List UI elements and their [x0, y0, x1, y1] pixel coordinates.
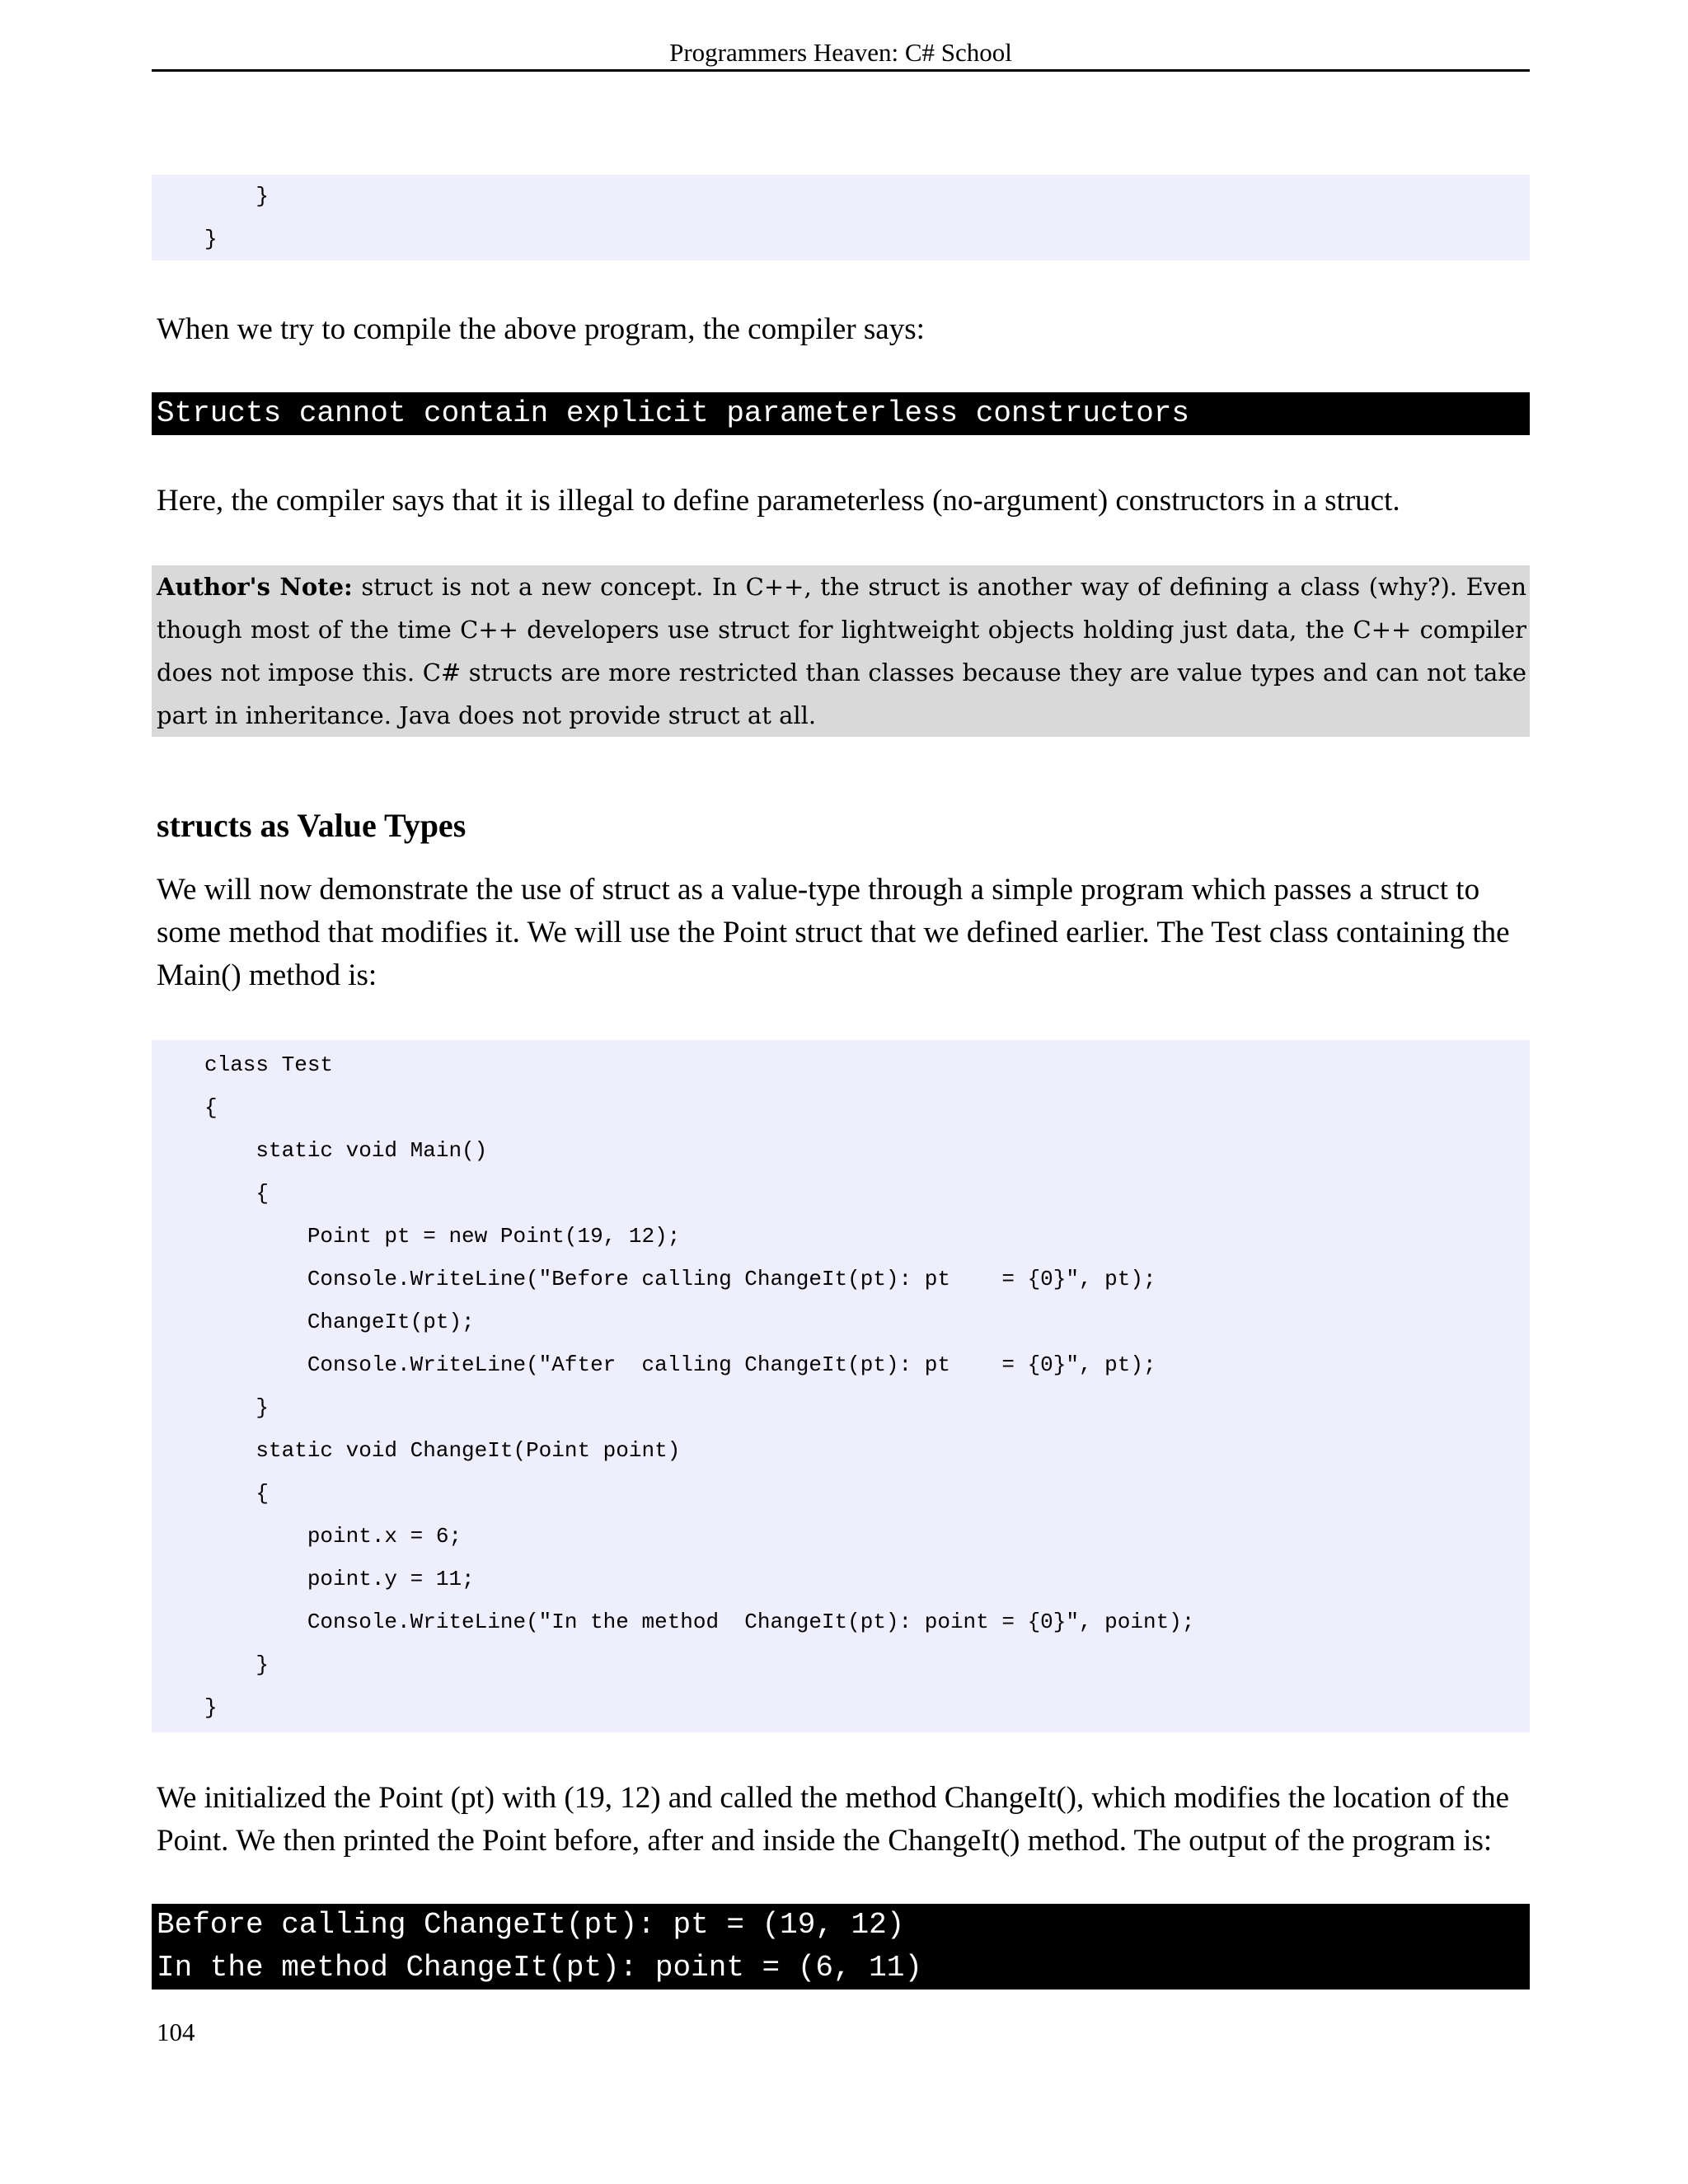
code-line: Console.WriteLine("In the method ChangeIt(pt): point = {0}", point); — [204, 1610, 1195, 1634]
paragraph-explanation: Here, the compiler says that it is illegal to define parameterless (no-argument) constructors in a struct. — [157, 484, 1400, 518]
code-line: static void Main() — [204, 1138, 488, 1163]
code-line: static void ChangeIt(Point point) — [204, 1438, 681, 1463]
code-line: Point pt = new Point(19, 12); — [204, 1224, 681, 1249]
page-number: 104 — [157, 2018, 195, 2046]
code-line: } — [204, 1395, 270, 1420]
code-block-main — [152, 1040, 1530, 1732]
code-line: Console.WriteLine("Before calling ChangeIt(pt): pt = {0}", pt); — [204, 1267, 1156, 1291]
section-intro-paragraph: We will now demonstrate the use of struct as a value-type through a simple program which passes a struct to some method that modifies it. We will use the Point struct that we defined earlier. The Test class containing the Main() method is: — [157, 873, 1510, 992]
code-line: } — [204, 1695, 218, 1720]
code-line: { — [204, 1481, 270, 1506]
code-line: point.y = 11; — [204, 1567, 475, 1591]
code-line: } — [204, 227, 218, 251]
code-line: ChangeIt(pt); — [204, 1310, 475, 1334]
paragraph-compile: When we try to compile the above program, the compiler says: — [157, 312, 925, 346]
code-line: { — [204, 1181, 270, 1206]
code-line: class Test — [204, 1052, 334, 1077]
code-line: } — [204, 1652, 270, 1677]
paragraph-output-intro: We initialized the Point (pt) with (19, 12) and called the method ChangeIt(), which modifies the location of the Point. We then printed the Point before, after and inside the ChangeIt() method. The output of the program is: — [157, 1781, 1510, 1858]
authors-note — [152, 565, 1530, 737]
authors-note-text: struct is not a new concept. In C++, the struct is another way of defining a class (why?). Even though most of the time C++ developers use struct for lightweight objects holding just data, the C++ compiler does not impose this. C# structs are more restricted than classes because they are value types and can not take part in inheritance. Java does not provide struct at all. — [157, 573, 1527, 729]
code-line: { — [204, 1095, 218, 1120]
terminal-line: Structs cannot contain explicit parameterless constructors — [157, 396, 1190, 430]
code-line: point.x = 6; — [204, 1524, 462, 1549]
terminal-output-program — [152, 1904, 1530, 1990]
code-block-top — [152, 175, 1530, 260]
terminal-line: Before calling ChangeIt(pt): pt = (19, 12) — [157, 1908, 905, 1942]
code-line: } — [204, 184, 270, 209]
running-header: Programmers Heaven: C# School — [669, 38, 1012, 67]
section-heading: structs as Value Types — [157, 807, 467, 844]
code-line: Console.WriteLine("After calling ChangeIt(pt): pt = {0}", pt); — [204, 1352, 1156, 1377]
terminal-line: In the method ChangeIt(pt): point = (6, 11) — [157, 1951, 922, 1985]
authors-note-label: Author's Note: — [157, 573, 353, 601]
terminal-output-error — [152, 392, 1530, 435]
header-divider — [152, 69, 1530, 72]
